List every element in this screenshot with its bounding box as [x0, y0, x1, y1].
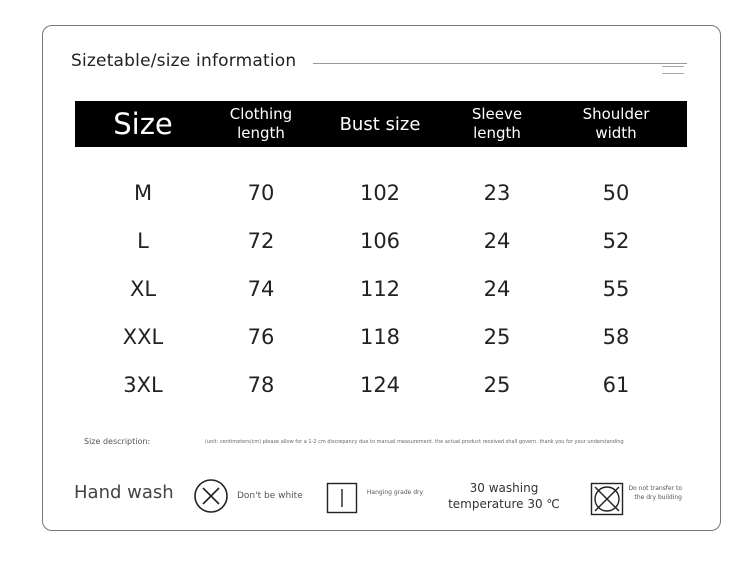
cell-shoulder-width: 58 [602, 325, 630, 349]
header-shoulder-width: Shoulder width [582, 105, 650, 142]
cell-size: L [137, 229, 149, 253]
table-header [75, 101, 687, 147]
care-wash-temperature: 30 washing temperature 30 ℃ [448, 481, 560, 511]
cell-clothing-length: 78 [247, 373, 275, 397]
cell-sleeve-length: 24 [483, 229, 511, 253]
cell-sleeve-length: 23 [483, 181, 511, 205]
cell-sleeve-length: 25 [483, 373, 511, 397]
size-description-label: Size description: [84, 437, 151, 446]
do-not-tumble-dry-icon [590, 482, 624, 516]
header-bust-size: Bust size [339, 113, 421, 135]
header-sleeve-length: Sleeve length [471, 105, 523, 142]
hang-dry-icon [326, 482, 358, 514]
header-clothing-length: Clothing length [229, 105, 293, 142]
care-hand-wash: Hand wash [74, 482, 174, 503]
care-hang-dry: Hanging grade dry [366, 489, 424, 496]
cell-size: M [133, 181, 153, 205]
cell-size: 3XL [123, 373, 163, 397]
size-description-text: (unit: centimeters/cm) please allow for a 1-2 cm discrepancy due to manual measurement. the actual product received shall govern. thank you for your understanding [205, 439, 624, 445]
cell-size: XXL [122, 325, 164, 349]
cell-bust-size: 124 [359, 373, 401, 397]
table-row [75, 365, 687, 405]
cell-sleeve-length: 25 [483, 325, 511, 349]
cell-bust-size: 118 [359, 325, 401, 349]
care-dont-bleach: Don't be white [237, 491, 303, 501]
title-corner-mark [662, 66, 684, 74]
page-title: Sizetable/size information [71, 51, 297, 71]
cell-clothing-length: 70 [247, 181, 275, 205]
cell-bust-size: 102 [359, 181, 401, 205]
cell-clothing-length: 72 [247, 229, 275, 253]
cell-bust-size: 112 [359, 277, 401, 301]
cell-shoulder-width: 52 [602, 229, 630, 253]
cell-shoulder-width: 61 [602, 373, 630, 397]
cell-shoulder-width: 50 [602, 181, 630, 205]
header-size: Size [113, 106, 173, 141]
care-no-tumble-dry: Do not transfer to the dry building [628, 485, 682, 501]
cell-shoulder-width: 55 [602, 277, 630, 301]
title-divider [313, 63, 687, 64]
cell-sleeve-length: 24 [483, 277, 511, 301]
table-row [75, 173, 687, 213]
table-row [75, 269, 687, 309]
cell-size: XL [129, 277, 157, 301]
cell-bust-size: 106 [359, 229, 401, 253]
cell-clothing-length: 74 [247, 277, 275, 301]
do-not-bleach-icon [193, 479, 231, 513]
table-row [75, 221, 687, 261]
table-row [75, 317, 687, 357]
cell-clothing-length: 76 [247, 325, 275, 349]
